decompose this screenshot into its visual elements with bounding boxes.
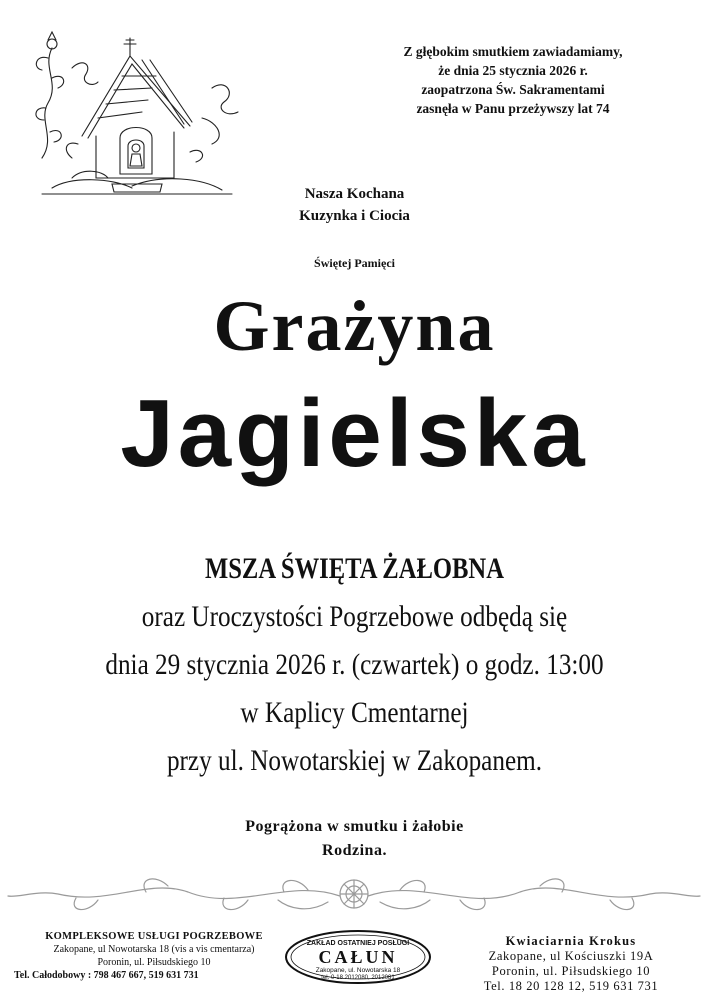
ceremony-title: MSZA ŚWIĘTA ŻAŁOBNA: [205, 552, 504, 585]
florist-address-1: Zakopane, ul Kościuszki 19A: [488, 949, 654, 963]
announcement-line: że dnia 25 stycznia 2026 r.: [438, 63, 588, 78]
florist-title: Kwiaciarnia Krokus: [505, 934, 637, 948]
logo-phone: tel. 0-18 2012080, 2012081: [321, 975, 395, 981]
florist-info: [440, 934, 702, 994]
deceased-first-name: Grażyna: [213, 286, 496, 366]
mourning-line-1: Pogrążona w smutku i żałobie: [245, 818, 464, 835]
florist-address-2: Poronin, ul. Piłsudskiego 10: [491, 964, 651, 978]
funeral-home-address-2: Poronin, ul. Piłsudskiego 10: [97, 957, 211, 968]
funeral-home-address-1: Zakopane, ul Nowotarska 18 (vis a vis cmentarza): [53, 944, 255, 955]
calun-logo: [283, 928, 433, 986]
funeral-home-phone: Tel. Całodobowy : 798 467 667, 519 631 731: [14, 970, 199, 981]
florist-phone: Tel. 18 20 128 12, 519 631 731: [483, 979, 659, 993]
announcement-line: Z głębokim smutkiem zawiadamiamy,: [403, 44, 623, 59]
ceremony-line: przy ul. Nowotarskiej w Zakopanem.: [166, 744, 543, 777]
memory-label: Świętej Pamięci: [314, 256, 395, 270]
announcement-line: zasnęła w Panu przeżywszy lat 74: [416, 101, 610, 116]
ceremony-line: w Kaplicy Cmentarnej: [240, 696, 469, 729]
funeral-home-title: KOMPLEKSOWE USŁUGI POGRZEBOWE: [45, 931, 263, 942]
logo-name: CAŁUN: [318, 947, 398, 967]
logo-address: Zakopane, ul. Nowotarska 18: [315, 967, 401, 974]
ceremony-line: dnia 29 stycznia 2026 r. (czwartek) o godz. 13:00: [105, 648, 604, 681]
announcement-line: zaopatrzona Św. Sakramentami: [421, 82, 605, 97]
logo-top-text: ZAKŁAD OSTATNIEJ POSŁUGI: [306, 940, 410, 947]
chapel-illustration: [12, 28, 262, 198]
mourning-line-2: Rodzina.: [322, 842, 387, 859]
ceremony-line: oraz Uroczystości Pogrzebowe odbędą się: [141, 600, 568, 633]
deceased-last-name: Jagielska: [120, 380, 589, 487]
relation-line-2: Kuzynka i Ciocia: [299, 208, 410, 224]
relation-block: [0, 183, 709, 227]
floral-ornament: [0, 868, 709, 928]
relation-line-1: Nasza Kochana: [304, 186, 405, 202]
funeral-home-info: [14, 930, 294, 982]
ceremony-info: [0, 545, 709, 785]
mourning-block: [0, 815, 709, 863]
announcement: [378, 42, 648, 118]
